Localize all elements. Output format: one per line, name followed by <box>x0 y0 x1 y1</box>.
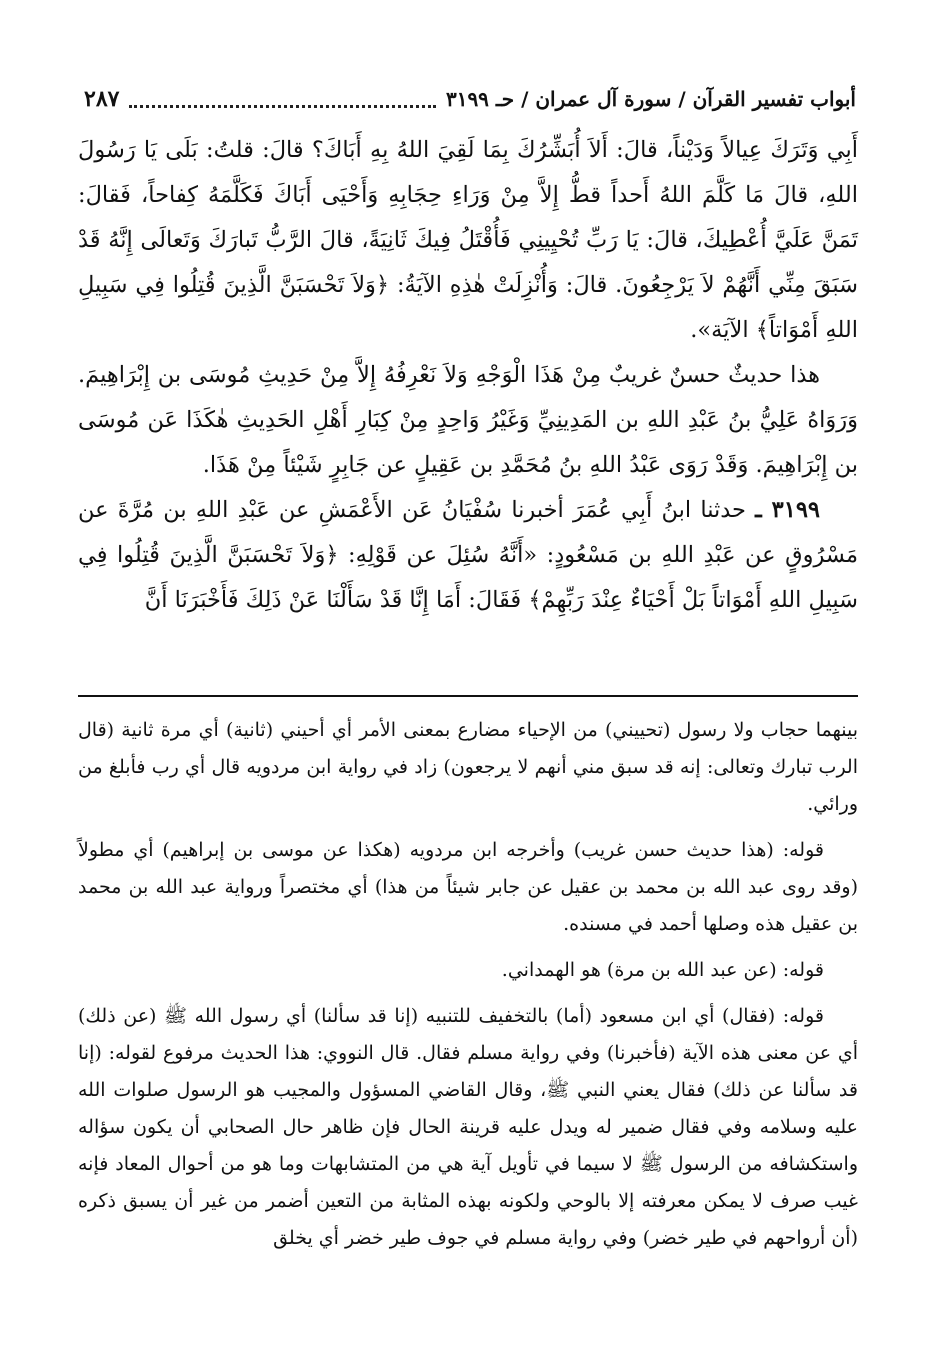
main-paragraph-2: هذا حديثٌ حسنٌ غريبٌ مِنْ هَذَا الْوَجْهِ وَلاَ نَعْرِفُهُ إِلاَّ مِنْ حَدِيثِ مُوسَى بن إِبْرَاهِيمَ. وَرَوَاهُ عَلِيُّ بنُ عَبْدِ اللهِ بن المَدِينِيِّ وَغَيْرُ وَاحِدٍ مِنْ كِبَارِ أَهْلِ الحَدِيثِ هٰكَذَا عَن مُوسَى بن إِبْرَاهِيمَ. وَقَدْ رَوَى عَبْدُ اللهِ بنُ مُحَمَّدِ بن عَقِيلٍ عن جَابِرٍ شَيْئاً مِنْ هَذَا. <box>78 362 858 478</box>
page-number: ٢٨٧ <box>84 86 120 112</box>
note-paragraph-3: قوله: (عن عبد الله بن مرة) هو الهمداني. <box>501 959 824 981</box>
main-paragraph-1: أَبِي وَتَرَكَ عِيالاً وَدَيْناً، قالَ: أَلاَ أُبَشِّرُكَ بِمَا لَقِيَ اللهُ بِهِ أَبَاكَ؟ قالَ: قلتُ: بَلَى يَا رَسُولَ اللهِ، قالَ مَا كَلَّمَ اللهُ أَحداً قطُّ إِلاَّ مِنْ وَرَاءِ حِجَابِهِ وَأَحْيَى أَبَاكَ فَكَلَّمَهُ كِفاحاً، فَقالَ: تَمَنَّ عَلَيَّ أُعْطِيكَ، قالَ: يَا رَبِّ تُحْيِينِي فَأُقْتَلُ فِيكَ ثَانِيَةً، قالَ الرَّبُّ تَبارَكَ وَتَعالَى إِنَّهُ قَدْ سَبَقَ مِنِّي أَنَّهُمْ لاَ يَرْجِعُونَ. قالَ: وَأُنْزِلَتْ هٰذِهِ الآيَةُ: ﴿وَلاَ تَحْسَبَنَّ الَّذِينَ قُتِلُوا فِي سَبِيلِ اللهِ أَمْوَاتاً﴾ الآيَة». <box>78 137 858 343</box>
page-header <box>84 82 856 116</box>
note-paragraph-2: قوله: (هذا حديث حسن غريب) وأخرجه ابن مردويه (هكذا عن موسى بن إبراهيم) أي مطولاً (وقد روى عبد الله بن محمد بن عقيل عن جابر شيئاً من هذا) أي مختصراً ورواية عبد الله بن محمد بن عقيل هذه وصلها أحمد في مسنده. <box>78 839 858 935</box>
main-text <box>78 128 858 623</box>
running-head: أبواب تفسير القرآن / سورة آل عمران / حـ ٣١٩٩ <box>445 87 856 111</box>
footnote-separator <box>78 695 858 697</box>
hadith-number: ٣١٩٩ ـ <box>755 497 820 523</box>
commentary-notes <box>78 712 858 1266</box>
header-dot-leader <box>129 91 436 108</box>
note-paragraph-1: بينهما حجاب ولا رسول (تحييني) من الإحياء مضارع بمعنى الأمر أي أحيني (ثانية) أي مرة ثانية (قال الرب تبارك وتعالى: إنه قد سبق مني أنهم لا يرجعون) زاد في رواية ابن مردويه قال أي رب فأبلغ من ورائي. <box>78 719 858 815</box>
main-paragraph-3 <box>78 488 858 623</box>
note-paragraph-4: قوله: (فقال) أي ابن مسعود (أما) بالتخفيف للتنبيه (إنا قد سألنا) أي رسول الله ﷺ (عن ذلك) أي عن معنى هذه الآية (فأخبرنا) وفي رواية مسلم فقال. قال النووي: هذا الحديث مرفوع لقوله: (إنا قد سألنا عن ذلك) فقال يعني النبي ﷺ، وقال القاضي المسؤول والمجيب هو الرسول صلوات الله عليه وسلامه وفي فقال ضمير له ويدل عليه قرينة الحال فإن ظاهر حال الصحابي أن يكون سؤاله واستكشافه من الرسول ﷺ لا سيما في تأويل آية هي من المتشابهات وما هو من أحوال المعاد فإنه غيب صرف لا يمكن معرفته إلا بالوحي ولكونه بهذه المثابة من التعين أضمر من غير أن يسبق ذكره (أن أرواحهم في طير خضر) وفي رواية مسلم في جوف طير خضر أي يخلق <box>78 1005 858 1249</box>
hadith-text: حدثنا ابنُ أَبِي عُمَرَ أخبرنا سُفْيَانُ عَن الأَعْمَشِ عن عَبْدِ اللهِ بن مُرَّةَ عن مَسْرُوقٍ عن عَبْدِ اللهِ بن مَسْعُودٍ: «أَنَّهُ سُئِلَ عن قَوْلِهِ: ﴿وَلاَ تَحْسَبَنَّ الَّذِينَ قُتِلُوا فِي سَبِيلِ اللهِ أَمْوَاتاً بَلْ أَحْيَاءٌ عِنْدَ رَبِّهِمْ﴾ فَقَالَ: أَمَا إِنَّا قَدْ سَأَلْنَا عَنْ ذَلِكَ فَأَخْبَرَنَا أَنَّ <box>78 497 858 613</box>
